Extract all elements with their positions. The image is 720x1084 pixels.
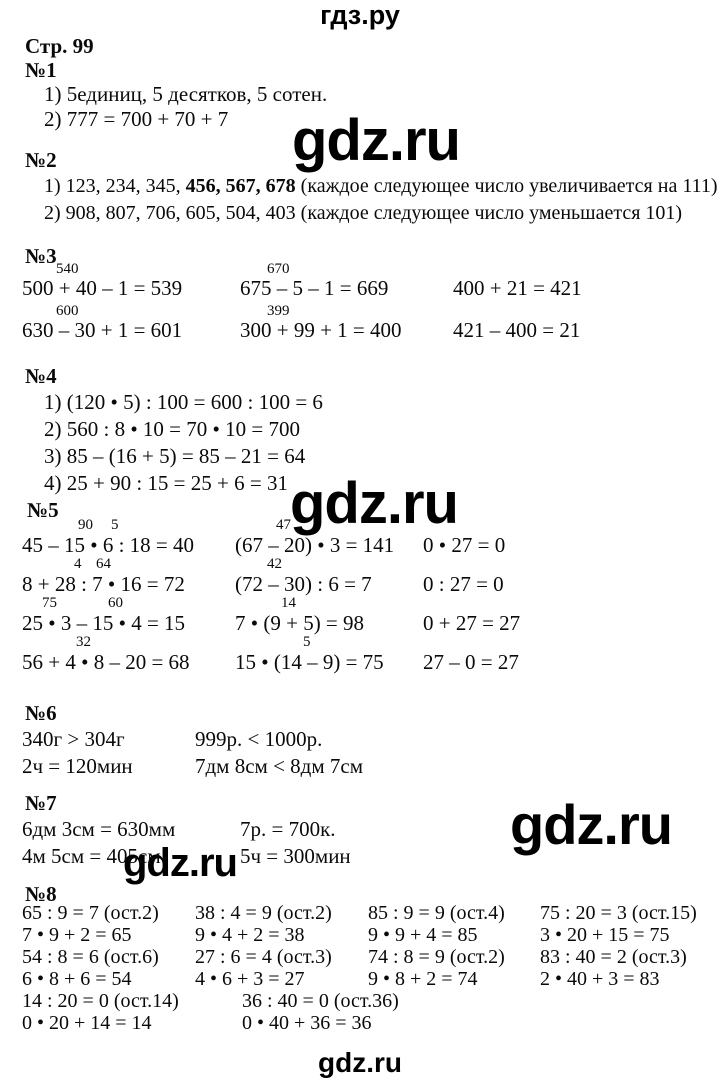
solution-line: 2) 777 = 700 + 70 + 7 (44, 107, 229, 131)
carry-annotation: 64 (96, 556, 111, 572)
equation: 15 • (14 – 9) = 75 (235, 650, 384, 674)
equation: 0 • 40 + 36 = 36 (242, 1012, 372, 1034)
comparison: 340г > 304г (22, 727, 125, 751)
equation: 8 + 28 : 7 • 16 = 72 (22, 572, 185, 596)
equation: 56 + 4 • 8 – 20 = 68 (22, 650, 190, 674)
equation: 300 + 99 + 1 = 400 (240, 318, 402, 342)
task-1-label: №1 (25, 58, 57, 82)
carry-annotation: 90 (78, 517, 93, 533)
watermark: gdz.ru (123, 841, 237, 885)
sequence-start: 1) 123, 234, 345, (44, 175, 186, 197)
equation: 27 : 6 = 4 (ост.3) (195, 946, 332, 968)
equation: 45 – 15 • 6 : 18 = 40 (22, 533, 195, 557)
task-5-label: №5 (27, 498, 59, 522)
watermark: gdz.ru (292, 108, 460, 173)
watermark: gdz.ru (510, 793, 672, 856)
equation: 0 • 27 = 0 (423, 533, 506, 557)
solution-line: 2) 908, 807, 706, 605, 504, 403 (каждое следующее число уменьшается 101) (44, 202, 683, 224)
carry-annotation: 75 (42, 595, 57, 611)
equation: 83 : 40 = 2 (ост.3) (540, 946, 687, 968)
equation: 4) 25 + 90 : 15 = 25 + 6 = 31 (44, 471, 288, 495)
equation: 3) 85 – (16 + 5) = 85 – 21 = 64 (44, 444, 306, 468)
equation: 630 – 30 + 1 = 601 (22, 318, 183, 342)
conversion: 7р. = 700к. (240, 817, 336, 841)
equation: 9 • 9 + 4 = 85 (368, 924, 478, 946)
carry-annotation: 670 (267, 261, 290, 277)
equation: 75 : 20 = 3 (ост.15) (540, 902, 697, 924)
equation: 0 : 27 = 0 (423, 572, 504, 596)
equation: 9 • 4 + 2 = 38 (195, 924, 305, 946)
equation: 54 : 8 = 6 (ост.6) (22, 946, 159, 968)
equation: 6 • 8 + 6 = 54 (22, 968, 132, 990)
carry-annotation: 14 (281, 595, 296, 611)
sequence-answer: 456, 567, 678 (185, 175, 296, 197)
equation: 38 : 4 = 9 (ост.2) (195, 902, 332, 924)
equation: (72 – 30) : 6 = 7 (235, 572, 372, 596)
carry-annotation: 47 (276, 517, 291, 533)
solution-line: 1) 5единиц, 5 десятков, 5 сотен. (44, 82, 328, 106)
task-6-label: №6 (25, 701, 57, 725)
watermark-footer: gdz.ru (318, 1047, 402, 1078)
comparison: 7дм 8см < 8дм 7см (195, 754, 364, 778)
carry-annotation: 60 (108, 595, 123, 611)
carry-annotation: 5 (303, 634, 311, 650)
conversion: 5ч = 300мин (240, 844, 351, 868)
equation: 421 – 400 = 21 (453, 318, 581, 342)
equation: 400 + 21 = 421 (453, 276, 582, 300)
equation: 500 + 40 – 1 = 539 (22, 276, 183, 300)
comparison: 2ч = 120мин (22, 754, 133, 778)
equation: 2 • 40 + 3 = 83 (540, 968, 660, 990)
equation: 0 • 20 + 14 = 14 (22, 1012, 152, 1034)
equation: 7 • 9 + 2 = 65 (22, 924, 132, 946)
equation: 9 • 8 + 2 = 74 (368, 968, 478, 990)
carry-annotation: 42 (267, 556, 282, 572)
site-title: гдз.ру (320, 0, 400, 30)
carry-annotation: 540 (56, 261, 79, 277)
equation: 2) 560 : 8 • 10 = 70 • 10 = 700 (44, 417, 300, 441)
equation: 27 – 0 = 27 (423, 650, 519, 674)
watermark: gdz.ru (290, 471, 458, 536)
equation: (67 – 20) • 3 = 141 (235, 533, 395, 557)
conversion: 6дм 3см = 630мм (22, 817, 176, 841)
comparison: 999р. < 1000р. (195, 727, 323, 751)
task-4-label: №4 (25, 364, 57, 388)
equation: 7 • (9 + 5) = 98 (235, 611, 365, 635)
equation: 675 – 5 – 1 = 669 (240, 276, 389, 300)
carry-annotation: 5 (111, 517, 119, 533)
task-7-label: №7 (25, 791, 57, 815)
task-3-label: №3 (25, 244, 57, 268)
solution-line (44, 176, 718, 196)
equation: 74 : 8 = 9 (ост.2) (368, 946, 505, 968)
equation: 0 + 27 = 27 (423, 611, 521, 635)
carry-annotation: 399 (267, 303, 290, 319)
equation: 3 • 20 + 15 = 75 (540, 924, 670, 946)
task-8-label: №8 (25, 882, 57, 906)
equation: 1) (120 • 5) : 100 = 600 : 100 = 6 (44, 390, 323, 414)
equation: 85 : 9 = 9 (ост.4) (368, 902, 505, 924)
conversion: 4м 5см = 405см (22, 844, 161, 868)
equation: 36 : 40 = 0 (ост.36) (242, 990, 399, 1012)
sequence-rule: (каждое следующее число увеличивается на 111) (295, 175, 718, 197)
equation: 4 • 6 + 3 = 27 (195, 968, 305, 990)
page-number-label: Стр. 99 (25, 34, 94, 58)
equation: 14 : 20 = 0 (ост.14) (22, 990, 179, 1012)
equation: 25 • 3 – 15 • 4 = 15 (22, 611, 186, 635)
task-2-label: №2 (25, 148, 57, 172)
carry-annotation: 4 (74, 556, 82, 572)
carry-annotation: 600 (56, 303, 79, 319)
equation: 65 : 9 = 7 (ост.2) (22, 902, 159, 924)
carry-annotation: 32 (76, 634, 91, 650)
